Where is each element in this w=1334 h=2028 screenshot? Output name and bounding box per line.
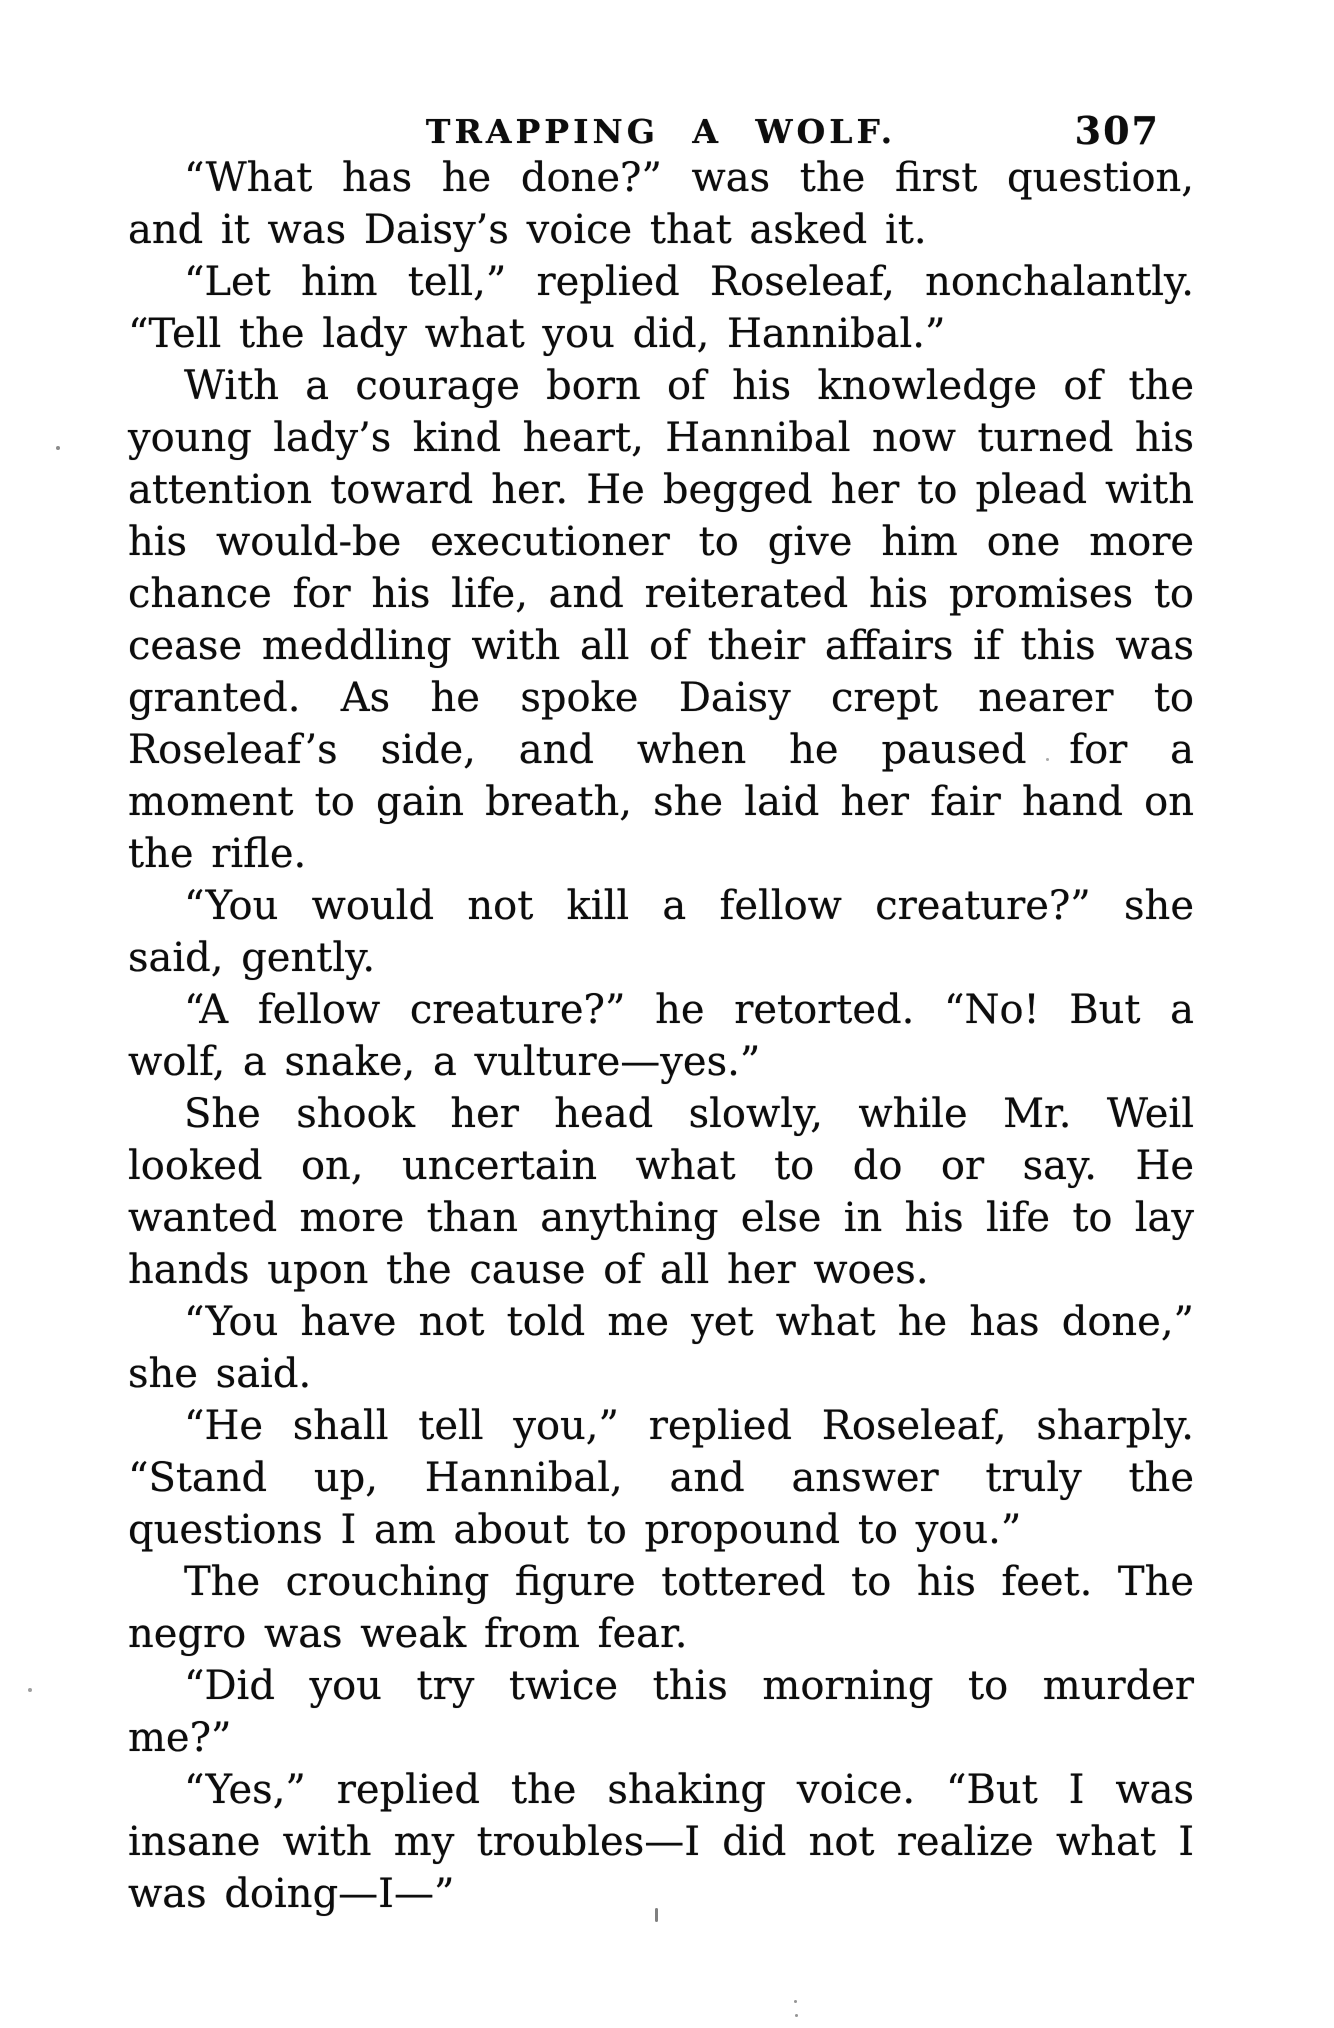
scan-speck — [795, 2014, 798, 2017]
chapter-running-title: TRAPPING A WOLF. — [425, 112, 897, 151]
scan-speck — [1046, 758, 1049, 761]
scan-speck — [56, 446, 60, 450]
paragraph: “Yes,” replied the shaking voice. “But I was insane with my troubles—I did not realize what I was doing—I—” — [128, 1767, 1194, 1917]
paragraph: The crouching figure tottered to his feet. The negro was weak from fear. — [128, 1559, 1194, 1657]
paragraph: “A fellow creature?” he retorted. “No! But a wolf, a snake, a vulture—yes.” — [128, 987, 1194, 1085]
paragraph: With a courage born of his knowledge of the young lady’s kind heart, Hannibal now turned his attention toward her. He begged her to plead with his would-be executioner to give him one more chance for his life, and reiterated his promises to cease meddling with all of their affairs if this was granted. As he spoke Daisy crept nearer to Roseleaf’s side, and when he paused for a moment to gain breath, she laid her fair hand on the rifle. — [128, 363, 1194, 877]
paragraph: “What has he done?” was the first question, and it was Daisy’s voice that asked it. — [128, 155, 1194, 253]
scan-speck — [28, 1688, 32, 1692]
scan-speck — [794, 2000, 797, 2003]
scan-speck — [655, 1908, 658, 1922]
paragraph: She shook her head slowly, while Mr. Weil looked on, uncertain what to do or say. He wanted more than anything else in his life to lay hands upon the cause of all her woes. — [128, 1091, 1194, 1293]
paragraph: “Let him tell,” replied Roseleaf, nonchalantly. “Tell the lady what you did, Hannibal.” — [128, 259, 1194, 357]
paragraph: “You would not kill a fellow creature?” she said, gently. — [128, 883, 1194, 981]
page-body — [128, 152, 1194, 1920]
paragraph: “You have not told me yet what he has done,” she said. — [128, 1299, 1194, 1397]
page-number: 307 — [1074, 108, 1160, 153]
paragraph: “He shall tell you,” replied Roseleaf, sharply. “Stand up, Hannibal, and answer truly the questions I am about to propound to you.” — [128, 1403, 1194, 1553]
paragraph: “Did you try twice this morning to murder me?” — [128, 1663, 1194, 1761]
